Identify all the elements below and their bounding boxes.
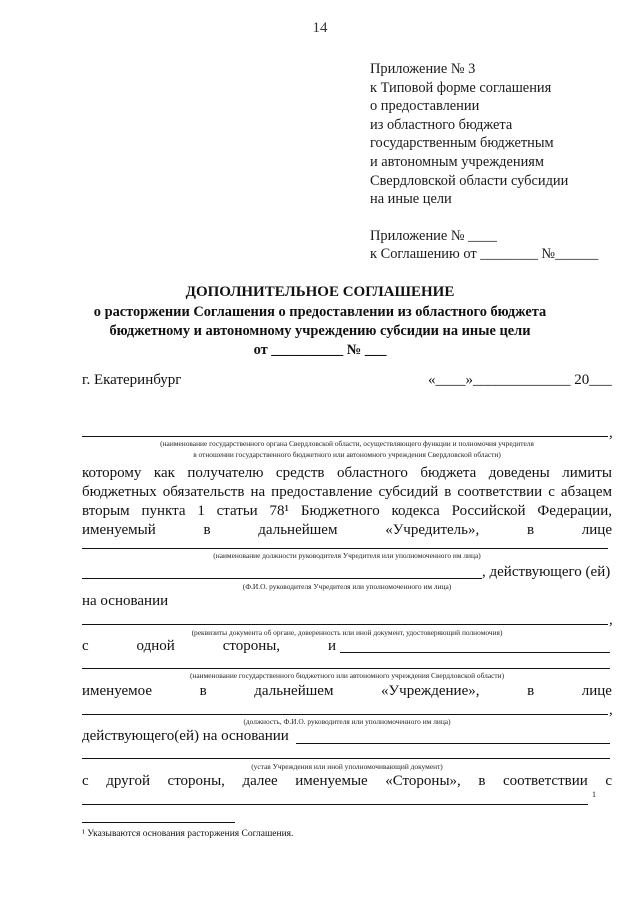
recital-word: 78¹ <box>269 503 290 519</box>
other-side-word: с <box>605 773 612 789</box>
recital-word: лимиты <box>562 465 612 481</box>
named-institution-word: «Учреждение», <box>381 683 480 699</box>
other-side-word: именуемые <box>295 773 368 789</box>
recital-word: бюджета <box>420 465 477 481</box>
recital-word: вторым <box>82 503 130 519</box>
appendix-line: из областного бюджета <box>370 116 513 133</box>
recital-word: Бюджетного <box>300 503 380 519</box>
named-institution-word: именуемое <box>82 683 152 699</box>
recital-word: средств <box>275 465 325 481</box>
recital-word: предоставление <box>271 484 373 500</box>
other-side-word: другой <box>106 773 150 789</box>
caption: (наименование государственного бюджетного или автономного учреждения Свердловской области) <box>189 671 505 680</box>
recital-word: в <box>203 522 211 538</box>
recital-word: 1 <box>197 503 205 519</box>
recital-word: в <box>444 484 452 500</box>
head-position-field[interactable] <box>82 548 608 549</box>
named-institution-word: дальнейшем <box>254 683 334 699</box>
institution-basis-field-2[interactable] <box>82 758 610 759</box>
named-institution-word: лице <box>581 683 612 699</box>
other-side-word: «Стороны», <box>385 773 461 789</box>
appendix-line: на иные цели <box>370 191 452 208</box>
footnote-ref: 1 <box>592 790 596 799</box>
recital-word: лице <box>581 522 612 538</box>
recital-word: в <box>526 522 535 538</box>
caption: (наименование должности руководителя Учредителя или уполномоченного им лица) <box>213 551 481 560</box>
document-subtitle: о расторжении Соглашения о предоставлении из областного бюджета <box>93 304 547 320</box>
other-side-word: в <box>478 773 486 789</box>
agreement-ref-line: к Соглашению от ________ №______ <box>370 246 599 263</box>
appendix-line: государственным бюджетным <box>370 135 554 152</box>
one-side-word: стороны, <box>222 638 281 654</box>
appendix-line: к Типовой форме соглашения <box>370 79 552 96</box>
appendix-line: Приложение № 3 <box>370 61 476 77</box>
appendix-line: о предоставлении <box>370 98 480 115</box>
document-date-number: от __________ № ___ <box>253 342 387 358</box>
recital-word: кодекса <box>391 503 440 519</box>
recital-word: соответствии <box>457 484 543 500</box>
caption: в отношении государственного бюджетного или автономного учреждения Свердловской области) <box>193 450 501 459</box>
caption: (должность, Ф.И.О. руководителя или уполномоченного им лица) <box>243 717 451 726</box>
appendix-line: Свердловской области субсидии <box>370 172 569 189</box>
recital-word: абзацем <box>560 484 612 500</box>
footnote-text: ¹ Указываются основания расторжения Соглашения. <box>82 829 294 839</box>
one-side-word: одной <box>136 638 175 654</box>
recital-paragraph <box>82 464 612 540</box>
recital-word: «Учредитель», <box>385 522 480 538</box>
one-side-word: и <box>327 638 336 654</box>
acting-basis-text: действующего(ей) на основании <box>82 728 289 744</box>
institution-name-field-start[interactable] <box>340 652 610 653</box>
footnote-separator <box>82 822 235 823</box>
recital-word: статьи <box>216 503 258 519</box>
recital-word: с <box>548 484 555 500</box>
annex-number-line: Приложение № ____ <box>370 227 497 244</box>
comma: , <box>609 425 613 441</box>
recital-word: субсидий <box>378 484 439 500</box>
other-side-word: с <box>82 773 89 789</box>
named-institution-word: в <box>199 683 207 699</box>
recital-word: как <box>153 465 175 481</box>
basis-document-field[interactable] <box>82 624 608 625</box>
one-side-word: с <box>82 638 89 654</box>
founder-body-field[interactable] <box>82 436 608 437</box>
recital-word: областного <box>336 465 408 481</box>
recital-word: на <box>250 484 266 500</box>
recital-word: обязательств <box>162 484 245 500</box>
recital-word: дальнейшем <box>258 522 338 538</box>
recital-word: бюджетных <box>82 484 157 500</box>
recital-word: доведены <box>488 465 550 481</box>
comma: , <box>609 612 613 628</box>
named-institution-line <box>82 683 612 700</box>
institution-basis-field[interactable] <box>296 743 610 744</box>
date: «____»_____________ 20___ <box>428 372 612 388</box>
caption: (Ф.И.О. руководителя Учредителя или уполномоченного им лица) <box>242 582 452 591</box>
institution-head-field[interactable] <box>82 714 608 715</box>
other-side-word: стороны, <box>167 773 225 789</box>
other-side-word: далее <box>242 773 278 789</box>
one-side-line <box>82 638 336 655</box>
caption: (устав Учреждения или иной уполномочивающий документ) <box>251 762 443 771</box>
document-subtitle: бюджетному и автономному учреждению субсидии на иные цели <box>109 323 531 339</box>
recital-word: Федерации, <box>537 503 612 519</box>
appendix-line: и автономным учреждениям <box>370 153 545 170</box>
institution-name-field[interactable] <box>82 668 610 669</box>
termination-basis-field[interactable] <box>82 804 588 805</box>
recital-word: получателю <box>187 465 264 481</box>
caption: (наименование государственного органа Свердловской области, осуществляющего функции и полномочия учредителя <box>160 439 534 448</box>
recital-word: которому <box>82 465 142 481</box>
head-name-field[interactable] <box>82 578 482 579</box>
appendix-block <box>370 60 598 264</box>
on-basis-text: на основании <box>82 593 169 609</box>
place: г. Екатеринбург <box>82 372 182 388</box>
other-side-word: соответствии <box>503 773 588 789</box>
recital-word: Российской <box>451 503 526 519</box>
recital-word: именуемый <box>82 522 156 538</box>
document-title: ДОПОЛНИТЕЛЬНОЕ СОГЛАШЕНИЕ <box>185 284 455 300</box>
other-side-line <box>82 773 612 790</box>
comma: , <box>609 702 613 718</box>
page-number: 14 <box>312 20 328 36</box>
acting-text: , действующего (ей) <box>482 564 611 580</box>
caption: (реквизиты документа об органе, доверенность или иной документ, удостоверяющий полномочия) <box>191 628 503 637</box>
recital-word: пункта <box>141 503 186 519</box>
named-institution-word: в <box>527 683 535 699</box>
